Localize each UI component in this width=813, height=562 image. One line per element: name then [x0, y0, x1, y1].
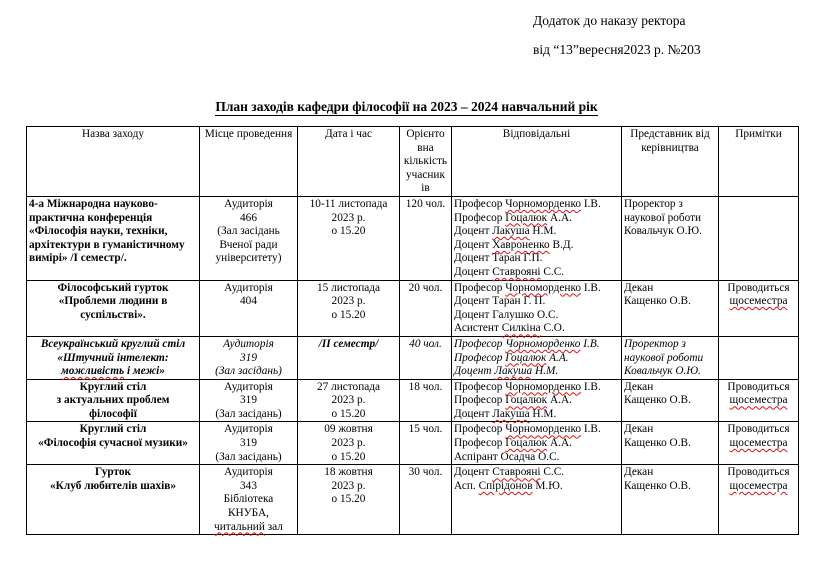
participants-count-cell: 30 чол.	[400, 465, 452, 535]
note-line: щосеместра	[729, 394, 788, 407]
place-cell	[200, 422, 298, 465]
event-name-line: Всеукраїнський круглий стіл	[40, 337, 186, 350]
column-header-count	[400, 127, 452, 197]
header-line-date: від “13”вересня2023 р. №203	[533, 42, 701, 57]
column-header-responsible: Відповідальні	[452, 127, 622, 197]
responsible-cell	[452, 196, 622, 280]
management-rep-line: Кащенко О.В.	[624, 295, 691, 308]
place-line: читальний зал	[214, 520, 283, 533]
table-row	[27, 280, 799, 336]
management-rep-cell	[622, 422, 719, 465]
place-cell	[200, 379, 298, 422]
event-name-line: «Філософія науки, техніки,	[29, 225, 168, 238]
responsible-line: Професор Чорноморденко І.В.	[454, 197, 601, 210]
responsible-line: Професор Гоцалюк А.А.	[454, 351, 569, 364]
place-line: КНУБА,	[227, 507, 269, 520]
date-line: о 15.20	[331, 493, 366, 506]
responsible-line: Доцент Таран Г. П.	[454, 295, 546, 308]
document-title: План заходів кафедри філософії на 2023 – 2024 навчальний рік	[215, 99, 598, 114]
event-name-cell	[27, 336, 200, 379]
management-rep-line: Кащенко О.В.	[624, 394, 691, 407]
place-line: 319	[240, 394, 257, 407]
place-line: університету)	[215, 252, 282, 265]
date-line: 2023 р.	[331, 295, 366, 308]
date-line: /ІІ семестр/	[318, 337, 379, 350]
date-line: 2023 р.	[331, 437, 366, 450]
place-line: (Зал засідань)	[215, 407, 282, 420]
column-header-place: Місце проведення	[200, 127, 298, 197]
responsible-line: Асистент Силкіна С.О.	[454, 322, 565, 335]
responsible-line: Аспірант Осадча О.С.	[454, 450, 560, 463]
note-cell	[719, 336, 799, 379]
management-rep-line: Кащенко О.В.	[624, 479, 691, 492]
place-line: Аудиторія	[224, 281, 273, 294]
place-line: Аудиторія	[224, 197, 273, 210]
management-rep-cell	[622, 465, 719, 535]
responsible-line: Професор Чорноморденко І.В.	[454, 423, 601, 436]
participants-count-cell: 40 чол.	[400, 336, 452, 379]
responsible-line: Доцент Лакуша Н.М.	[454, 365, 559, 378]
event-name-cell	[27, 196, 200, 280]
place-line: Вченої ради	[219, 238, 278, 251]
note-line: Проводиться	[727, 281, 790, 294]
responsible-line: Доцент Ставрояні С.С.	[454, 265, 565, 278]
responsible-cell	[452, 422, 622, 465]
event-name-line: вимірі» /І семестр/.	[29, 252, 127, 265]
event-name-cell	[27, 379, 200, 422]
note-line: щосеместра	[729, 295, 788, 308]
note-cell	[719, 465, 799, 535]
event-name-line: 4-а Міжнародна науково-	[29, 197, 158, 210]
event-name-line: Філософський гурток	[57, 281, 169, 294]
date-line: о 15.20	[331, 308, 366, 321]
participants-count-cell: 20 чол.	[400, 280, 452, 336]
place-line: Аудиторія	[224, 466, 273, 479]
responsible-line: Асп. Спірідонов М.Ю.	[454, 479, 563, 492]
place-line: Аудиторія	[224, 380, 273, 393]
date-cell	[298, 196, 400, 280]
management-rep-line: Ковальчук О.Ю.	[624, 365, 701, 378]
count-header-line: Орієнто	[406, 128, 445, 140]
date-cell	[298, 465, 400, 535]
date-line: 2023 р.	[331, 479, 366, 492]
date-cell	[298, 336, 400, 379]
place-line: 319	[240, 437, 257, 450]
date-cell	[298, 422, 400, 465]
date-line: о 15.20	[331, 450, 366, 463]
responsible-cell	[452, 280, 622, 336]
management-rep-line: наукової роботи	[624, 211, 702, 224]
responsible-line: Професор Гоцалюк А.А.	[454, 437, 572, 450]
event-name-cell	[27, 465, 200, 535]
place-line: Аудиторія	[224, 423, 273, 436]
place-line: 319	[240, 351, 257, 364]
place-cell	[200, 196, 298, 280]
management-rep-line: Декан	[624, 423, 654, 436]
place-cell	[200, 465, 298, 535]
management-rep-line: Ковальчук О.Ю.	[624, 225, 702, 238]
event-name-line: «Клуб любителів шахів»	[50, 479, 176, 492]
events-table	[26, 126, 799, 535]
table-row	[27, 422, 799, 465]
event-name-line: практична конференція	[29, 211, 153, 224]
place-line: Бібліотека	[223, 493, 274, 506]
note-line: Проводиться	[727, 380, 790, 393]
note-cell	[719, 422, 799, 465]
place-line: 343	[240, 479, 257, 492]
column-header-event: Назва заходу	[27, 127, 200, 197]
responsible-line: Доцент Таран Г.П.	[454, 252, 543, 265]
place-line: (Зал засідань)	[215, 365, 282, 378]
place-line: 466	[240, 211, 257, 224]
header-line-order: Додаток до наказу ректора	[533, 13, 686, 28]
place-line: Аудиторія	[223, 337, 274, 350]
participants-count-cell: 120 чол.	[400, 196, 452, 280]
event-name-line: суспільстві».	[80, 308, 146, 321]
note-cell	[719, 379, 799, 422]
date-line: 2023 р.	[331, 211, 366, 224]
responsible-line: Професор Гоцалюк А.А.	[454, 394, 572, 407]
note-line: щосеместра	[729, 437, 788, 450]
responsible-line: Професор Чорноморденко І.В.	[454, 337, 600, 350]
responsible-line: Доцент Ставрояні С.С.	[454, 466, 565, 479]
count-header-line: кількість	[403, 155, 448, 168]
event-name-line: з актуальних проблем	[56, 394, 170, 407]
date-line: о 15.20	[331, 407, 366, 420]
management-rep-line: Кащенко О.В.	[624, 437, 691, 450]
date-line: 10-11 листопада	[309, 197, 388, 210]
management-rep-line: наукової роботи	[624, 351, 704, 364]
count-header-text	[402, 128, 449, 196]
event-name-line: Круглий стіл	[79, 380, 147, 393]
responsible-line: Доцент Лакуша Н.М.	[454, 225, 557, 238]
participants-count-cell: 18 чол.	[400, 379, 452, 422]
count-header-line: учасник	[406, 168, 445, 181]
responsible-cell	[452, 465, 622, 535]
date-cell	[298, 280, 400, 336]
event-name-line: архітектури в гуманістичному	[29, 238, 185, 251]
column-header-date: Дата і час	[298, 127, 400, 197]
responsible-line: Доцент Галушко О.С.	[454, 308, 559, 321]
place-line: 404	[240, 295, 257, 308]
responsible-cell	[452, 379, 622, 422]
responsible-cell	[452, 336, 622, 379]
note-line: Проводиться	[727, 466, 790, 479]
management-rep-cell	[622, 336, 719, 379]
responsible-line: Доцент Хавроненко В.Д.	[454, 238, 574, 251]
management-rep-line: Декан	[624, 466, 654, 479]
date-cell	[298, 379, 400, 422]
note-cell	[719, 196, 799, 280]
responsible-line: Професор Чорноморденко І.В.	[454, 380, 601, 393]
table-row	[27, 465, 799, 535]
date-line: 27 листопада	[316, 380, 381, 393]
management-rep-cell	[622, 196, 719, 280]
event-name-line: «Штучний інтелект:	[57, 351, 169, 364]
note-line: щосеместра	[729, 479, 788, 492]
participants-count-cell: 15 чол.	[400, 422, 452, 465]
responsible-line: Доцент Лакуша Н.М.	[454, 407, 557, 420]
event-name-line: Круглий стіл	[79, 423, 147, 436]
event-name-cell	[27, 280, 200, 336]
responsible-line: Професор Гоцалюк А.А.	[454, 211, 572, 224]
table-row	[27, 379, 799, 422]
count-header-line: ів	[421, 182, 430, 195]
management-rep-line: Декан	[624, 281, 654, 294]
event-name-line: можливість і межі»	[61, 365, 165, 378]
place-line: (Зал засідань)	[215, 450, 282, 463]
date-line: 15 листопада	[316, 281, 381, 294]
table-header-row	[27, 127, 799, 197]
date-line: о 15.20	[331, 225, 366, 238]
note-cell	[719, 280, 799, 336]
date-line: 2023 р.	[331, 394, 366, 407]
management-rep-cell	[622, 379, 719, 422]
event-name-line: «Проблеми людини в	[58, 295, 168, 308]
management-rep-line: Декан	[624, 380, 654, 393]
management-rep-line: Проректор з	[624, 197, 683, 210]
table-row	[27, 336, 799, 379]
column-header-rep: Представник від керівництва	[622, 127, 719, 197]
place-cell	[200, 336, 298, 379]
event-name-cell	[27, 422, 200, 465]
management-rep-line: Проректор з	[624, 337, 686, 350]
event-name-line: «Філософія сучасної музики»	[38, 437, 188, 450]
date-line: 09 жовтня	[324, 423, 373, 436]
management-rep-cell	[622, 280, 719, 336]
event-name-line: філософії	[89, 407, 137, 420]
event-name-line: Гурток	[94, 466, 132, 479]
responsible-line: Професор Чорноморденко І.В.	[454, 281, 601, 294]
date-line: 18 жовтня	[324, 466, 373, 479]
table-row	[27, 196, 799, 280]
column-header-note: Примітки	[719, 127, 799, 197]
count-header-line: вна	[417, 141, 434, 154]
note-line: Проводиться	[727, 423, 790, 436]
place-cell	[200, 280, 298, 336]
place-line: (Зал засідань	[217, 225, 280, 238]
